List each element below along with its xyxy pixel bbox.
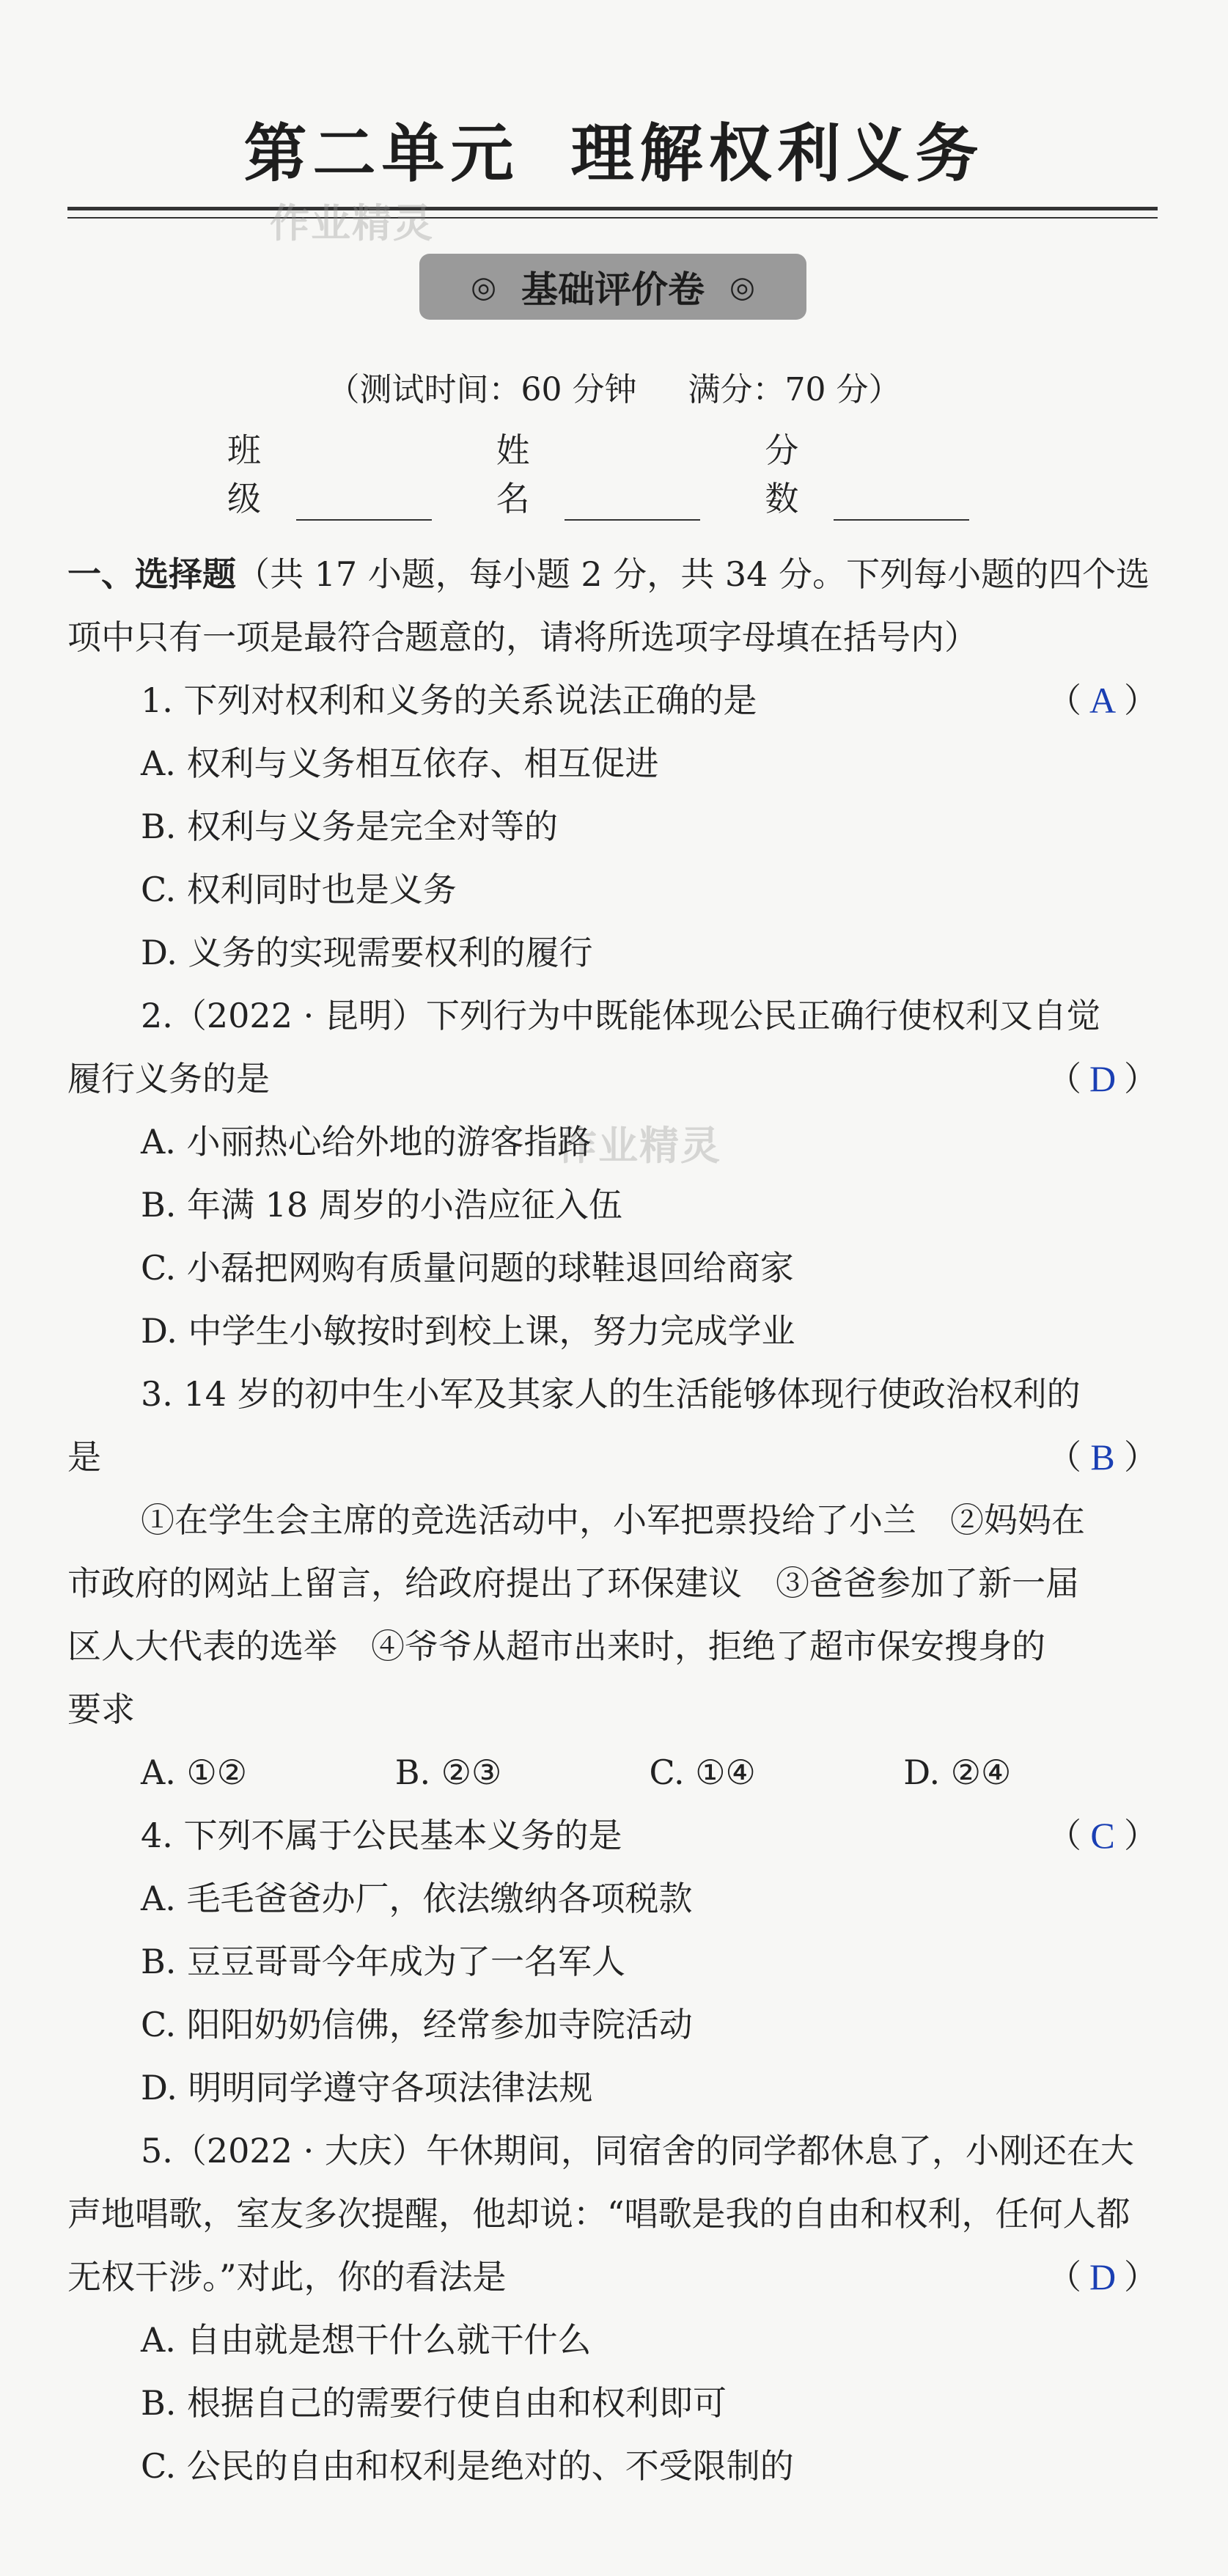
answer-box [1048, 1047, 1158, 1110]
option: A. ①② [141, 1753, 247, 1792]
option: A. 毛毛爸爸办厂，依法缴纳各项税款 [141, 1879, 693, 1918]
full-score: 满分：70 分） [688, 371, 901, 408]
badge-label: 基础评价卷 [521, 268, 705, 311]
paren: ） [1123, 1059, 1158, 1098]
page-title [0, 103, 1228, 194]
exam-type-badge [419, 254, 806, 320]
field-label: 分数 [765, 430, 799, 518]
option: B. 权利与义务是完全对等的 [141, 807, 559, 846]
section-instruction [67, 543, 1158, 606]
question-2-cont [67, 1047, 1158, 1110]
question-stem: 1. 下列对权利和义务的关系说法正确的是 [141, 680, 757, 720]
answer-box [1048, 1425, 1158, 1489]
title-topic: 理解权利义务 [570, 117, 985, 191]
paren: （ [1048, 1437, 1081, 1477]
paren: ） [1123, 1816, 1158, 1855]
question-5-cont [67, 2245, 1158, 2308]
question-stem: 履行义务的是 [67, 1059, 270, 1098]
question-5: 5.（2022 · 大庆）午休期间，同宿舍的同学都休息了，小刚还在大 [141, 2131, 1134, 2170]
class-field[interactable] [227, 424, 432, 521]
option: C. 公民的自由和权利是绝对的、不受限制的 [141, 2446, 794, 2486]
title-rule-thin [67, 217, 1158, 219]
question-4 [67, 1804, 1158, 1867]
option: B. 豆豆哥哥今年成为了一名军人 [141, 1942, 626, 1981]
question-2: 2.（2022 · 昆明）下列行为中既能体现公民正确行使权利又自觉 [141, 996, 1100, 1035]
score-field[interactable] [765, 424, 969, 521]
option: A. 权利与义务相互依存、相互促进 [141, 744, 659, 783]
student-info-fields [227, 424, 1034, 521]
option: A. 小丽热心给外地的游客指路 [141, 1122, 592, 1162]
answer-letter: D [1089, 2256, 1117, 2297]
watermark: 作业精灵 [270, 200, 434, 246]
option: D. ②④ [903, 1753, 1012, 1792]
question-stem: 4. 下列不属于公民基本义务的是 [141, 1816, 622, 1855]
name-field[interactable] [496, 424, 701, 521]
question-1 [67, 669, 1158, 732]
answer-letter: B [1090, 1436, 1115, 1478]
option: B. 年满 18 周岁的小浩应征入伍 [141, 1185, 622, 1225]
title-unit: 第二单元 [243, 117, 520, 191]
paren: （ [1048, 1059, 1081, 1098]
watermark: 作业精灵 [557, 1123, 721, 1169]
question-5-cont: 声地唱歌，室友多次提醒，他却说：“唱歌是我的自由和权利，任何人都 [67, 2194, 1130, 2234]
option: C. 权利同时也是义务 [141, 870, 457, 909]
question-3: 3. 14 岁的初中生小军及其家人的生活能够体现行使政治权利的 [141, 1374, 1081, 1414]
option: A. 自由就是想干什么就干什么 [141, 2320, 592, 2360]
answer-letter: D [1089, 1058, 1117, 1099]
field-label: 姓名 [496, 430, 530, 518]
question-3-body: 市政府的网站上留言，给政府提出了环保建议 ③爸爸参加了新一届 [67, 1563, 1079, 1603]
blank-line[interactable] [296, 487, 432, 521]
paren: ） [1123, 1437, 1158, 1477]
question-content [67, 543, 1158, 2498]
option: C. 阳阳奶奶信佛，经常参加寺院活动 [141, 2005, 693, 2044]
option: C. 小磊把网购有质量问题的球鞋退回给商家 [141, 1248, 794, 1288]
instruction-text: （共 17 小题，每小题 2 分，共 34 分。下列每小题的四个选 [236, 554, 1150, 594]
answer-letter: A [1089, 680, 1117, 721]
options-row [67, 1741, 1158, 1804]
question-3-body: ①在学生会主席的竞选活动中，小军把票投给了小兰 ②妈妈在 [141, 1500, 1085, 1540]
section-heading: 一、选择题 [67, 554, 236, 594]
exam-meta [0, 363, 1228, 410]
ring-icon: ◎ [729, 269, 755, 304]
test-time: （测试时间：60 分钟 [327, 371, 637, 408]
question-3-body: 区人大代表的选举 ④爷爷从超市出来时，拒绝了超市保安搜身的 [67, 1626, 1045, 1666]
paren: （ [1048, 1816, 1081, 1855]
question-3-body: 要求 [67, 1689, 135, 1729]
paren: （ [1048, 680, 1081, 720]
paren: （ [1048, 2257, 1081, 2297]
answer-box [1048, 2245, 1158, 2308]
blank-line[interactable] [834, 487, 969, 521]
option: D. 中学生小敏按时到校上课，努力完成学业 [141, 1311, 795, 1351]
answer-box [1048, 669, 1158, 732]
option: C. ①④ [649, 1753, 756, 1792]
option: B. 根据自己的需要行使自由和权利即可 [141, 2383, 727, 2423]
field-label: 班级 [227, 430, 261, 518]
question-3-cont [67, 1425, 1158, 1489]
question-stem: 是 [67, 1437, 101, 1477]
section-instruction-line: 项中只有一项是最符合题意的，请将所选项字母填在括号内） [67, 617, 978, 657]
ring-icon: ◎ [471, 269, 496, 304]
paren: ） [1123, 2257, 1158, 2297]
answer-letter: C [1090, 1815, 1115, 1856]
answer-box [1048, 1804, 1158, 1867]
paren: ） [1123, 680, 1158, 720]
option: B. ②③ [394, 1753, 502, 1792]
option: D. 义务的实现需要权利的履行 [141, 933, 593, 972]
question-stem: 无权干涉。”对此，你的看法是 [67, 2257, 507, 2297]
blank-line[interactable] [565, 487, 700, 521]
title-rule-thick [67, 207, 1158, 210]
option: D. 明明同学遵守各项法律法规 [141, 2068, 593, 2107]
